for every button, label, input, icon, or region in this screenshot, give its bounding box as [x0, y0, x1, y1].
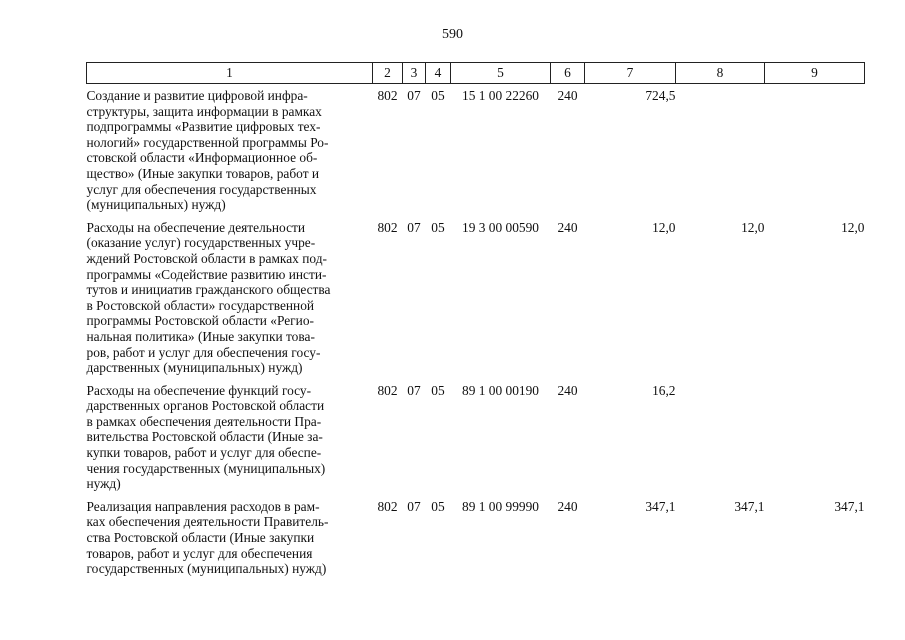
description-line: купки товаров, работ и услуг для обеспе- [86, 445, 322, 461]
header-cell: 9 [765, 63, 865, 84]
description-line: в Ростовской области» государственной [86, 297, 315, 313]
expense-type-code: 240 [557, 382, 578, 398]
description-line: ства Ростовской области (Иные закупки [86, 530, 315, 546]
amount-col9: 347,1 [834, 498, 865, 514]
description-line: (оказание услуг) государственных учре- [86, 235, 316, 251]
description-line: вительства Ростовской области (Иные за- [86, 429, 323, 445]
expense-type-code: 240 [557, 88, 578, 103]
description-line: Создание и развитие цифровой инфра- [86, 88, 308, 103]
target-article-code: 15 1 00 22260 [462, 88, 539, 103]
ministry-code: 802 [377, 219, 398, 235]
ministry-code: 802 [377, 88, 398, 103]
subsection-code: 05 [431, 382, 445, 398]
description-line: Реализация направления расходов в рам- [86, 498, 320, 514]
header-cell: 6 [551, 63, 585, 84]
header-cell: 4 [426, 63, 451, 84]
target-article-code: 89 1 00 00190 [462, 382, 539, 398]
amount-col9: 12,0 [841, 219, 865, 235]
description-line: услуг для обеспечения государственных [86, 181, 317, 197]
amount-col8 [676, 84, 765, 216]
subsection-code: 05 [431, 219, 445, 235]
description-line: дарственных органов Ростовской области [86, 398, 325, 414]
expense-type-code: 240 [557, 219, 578, 235]
header-cell: 1 [87, 63, 373, 84]
subsection-code: 05 [431, 88, 445, 103]
ministry-code: 802 [377, 382, 398, 398]
section-code: 07 [407, 88, 421, 103]
header-cell: 2 [373, 63, 403, 84]
header-cell: 8 [676, 63, 765, 84]
description-line: ждений Ростовской области в рамках под- [86, 250, 327, 266]
expense-description [87, 216, 373, 379]
description-line: тутов и инициатив гражданского общества [86, 282, 331, 298]
amount-col9 [765, 84, 865, 216]
amount-col7: 347,1 [645, 498, 676, 514]
page-number: 590 [442, 27, 463, 42]
header-row [87, 63, 865, 84]
expense-type-code: 240 [557, 498, 578, 514]
section-code: 07 [407, 219, 421, 235]
amount-col8 [676, 379, 765, 495]
expense-description [87, 379, 373, 495]
description-line: нужд) [86, 476, 121, 492]
description-line: ров, работ и услуг для обеспечения госу- [86, 344, 321, 360]
expense-description [87, 495, 373, 580]
description-line: программы Ростовской области «Регио- [86, 313, 314, 329]
table-row [87, 84, 865, 216]
amount-col7: 16,2 [652, 382, 676, 398]
description-line: дарственных (муниципальных) нужд) [86, 360, 303, 376]
header-cell: 3 [403, 63, 426, 84]
section-code: 07 [407, 382, 421, 398]
amount-col7: 724,5 [645, 88, 676, 103]
description-line: структуры, защита информации в рамках [86, 103, 322, 119]
expense-description [87, 84, 373, 216]
description-line: товаров, работ и услуг для обеспечения [86, 545, 313, 561]
description-line: в рамках обеспечения деятельности Пра- [86, 413, 322, 429]
section-code: 07 [407, 498, 421, 514]
description-line: ках обеспечения деятельности Правитель- [86, 514, 329, 530]
ministry-code: 802 [377, 498, 398, 514]
table-row [87, 216, 865, 379]
budget-table [86, 62, 865, 580]
description-line: (муниципальных) нужд) [86, 197, 226, 213]
description-line: подпрограммы «Развитие цифровых тех- [86, 119, 321, 135]
description-line: щество» (Иные закупки товаров, работ и [86, 165, 320, 181]
description-line: Расходы на обеспечение деятельности [86, 219, 306, 235]
amount-col8: 347,1 [734, 498, 765, 514]
table-row [87, 379, 865, 495]
amount-col7: 12,0 [652, 219, 676, 235]
subsection-code: 05 [431, 498, 445, 514]
description-line: государственных (муниципальных) нужд) [86, 561, 327, 577]
target-article-code: 19 3 00 00590 [462, 219, 539, 235]
description-line: нологий» государственной программы Ро- [86, 134, 329, 150]
target-article-code: 89 1 00 99990 [462, 498, 539, 514]
description-line: нальная политика» (Иные закупки това- [86, 328, 315, 344]
description-line: программы «Содействие развитию инсти- [86, 266, 327, 282]
amount-col8: 12,0 [741, 219, 765, 235]
amount-col9 [765, 379, 865, 495]
description-line: стовской области «Информационное об- [86, 150, 318, 166]
description-line: чения государственных (муниципальных) [86, 460, 326, 476]
header-cell: 7 [585, 63, 676, 84]
table-row [87, 495, 865, 580]
header-cell: 5 [451, 63, 551, 84]
description-line: Расходы на обеспечение функций госу- [86, 382, 312, 398]
